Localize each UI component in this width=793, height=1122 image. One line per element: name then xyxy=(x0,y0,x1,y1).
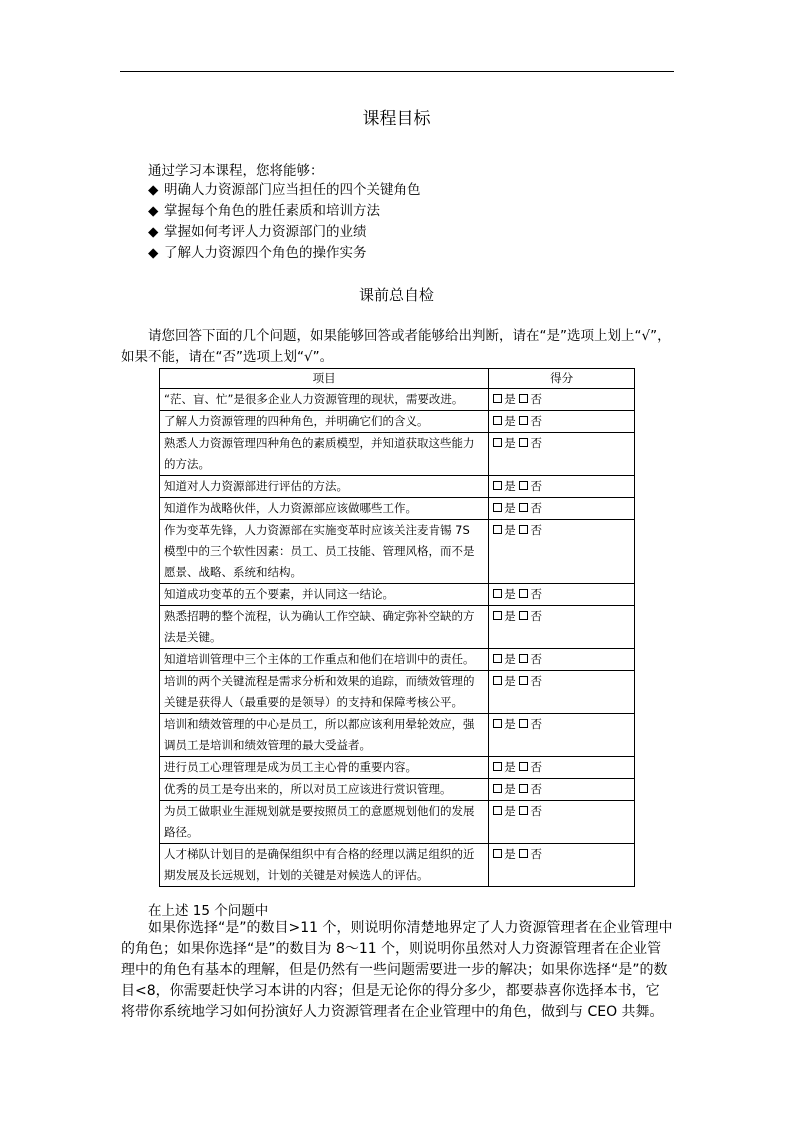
no-checkbox[interactable] xyxy=(519,503,528,512)
table-row xyxy=(160,606,635,649)
yes-checkbox[interactable] xyxy=(493,762,502,771)
no-checkbox[interactable] xyxy=(519,416,528,425)
yes-label: 是 xyxy=(504,652,516,666)
yes-label: 是 xyxy=(504,609,516,623)
yes-checkbox[interactable] xyxy=(493,784,502,793)
yes-checkbox[interactable] xyxy=(493,438,502,447)
header-rule xyxy=(120,71,674,72)
question-text: 优秀的员工是夸出来的，所以对员工应该进行赏识管理。 xyxy=(160,779,489,801)
table-row xyxy=(160,671,635,714)
table-row xyxy=(160,498,635,520)
no-label: 否 xyxy=(530,652,542,666)
question-text: 知道成功变革的五个要素，并认同这一结论。 xyxy=(160,584,489,606)
no-label: 否 xyxy=(530,479,542,493)
score-cell xyxy=(489,411,635,433)
no-label: 否 xyxy=(530,587,542,601)
section-title: 课前总自检 xyxy=(358,286,434,304)
no-checkbox[interactable] xyxy=(519,611,528,620)
yes-label: 是 xyxy=(504,414,516,428)
yes-checkbox[interactable] xyxy=(493,654,502,663)
score-cell xyxy=(489,649,635,671)
table-row xyxy=(160,779,635,801)
yes-checkbox[interactable] xyxy=(493,394,502,403)
yes-checkbox[interactable] xyxy=(493,416,502,425)
list-item: ◆ 掌握每个角色的胜任素质和培训方法 xyxy=(148,201,421,222)
score-cell xyxy=(489,584,635,606)
no-checkbox[interactable] xyxy=(519,394,528,403)
score-cell xyxy=(489,433,635,476)
score-cell xyxy=(489,844,635,887)
instructions: 请您回答下面的几个问题，如果能够回答或者能够给出判断，请在“是”选项上划上“√”，如果不能，请在“否”选项上划“√”。 xyxy=(121,328,671,365)
yes-label: 是 xyxy=(504,804,516,818)
table-row xyxy=(160,844,635,887)
table-row xyxy=(160,476,635,498)
yes-label: 是 xyxy=(504,847,516,861)
score-cell xyxy=(489,476,635,498)
page-title: 课程目标 xyxy=(362,109,431,129)
column-header-score: 得分 xyxy=(489,369,635,389)
table-header-row xyxy=(160,369,635,389)
no-checkbox[interactable] xyxy=(519,589,528,598)
no-label: 否 xyxy=(530,674,542,688)
yes-checkbox[interactable] xyxy=(493,611,502,620)
table-row xyxy=(160,801,635,844)
yes-label: 是 xyxy=(504,717,516,731)
no-label: 否 xyxy=(530,501,542,515)
question-text: 培训和绩效管理的中心是员工，所以都应该利用晕轮效应，强调员工是培训和绩效管理的最大受益者。 xyxy=(160,714,489,757)
diamond-bullet-icon: ◆ xyxy=(148,203,159,219)
table-row xyxy=(160,389,635,411)
no-checkbox[interactable] xyxy=(519,762,528,771)
score-cell xyxy=(489,714,635,757)
table-row xyxy=(160,649,635,671)
no-label: 否 xyxy=(530,392,542,406)
table-row xyxy=(160,433,635,476)
question-text: 进行员工心理管理是成为员工主心骨的重要内容。 xyxy=(160,757,489,779)
question-text: 熟悉人力资源管理四种角色的素质模型，并知道获取这些能力的方法。 xyxy=(160,433,489,476)
no-checkbox[interactable] xyxy=(519,654,528,663)
no-checkbox[interactable] xyxy=(519,676,528,685)
question-text: “茫、盲、忙”是很多企业人力资源管理的现状，需要改进。 xyxy=(160,389,489,411)
no-label: 否 xyxy=(530,782,542,796)
column-header-item: 项目 xyxy=(160,369,489,389)
summary-text: 如果你选择“是”的数目>11 个，则说明你清楚地界定了人力资源管理者在企业管理中的角色；如果你选择“是”的数目为 8～11 个，则说明你虽然对人力资源管理者在企业管理中的角色有基本的理解，但是仍然有一些问题需要进一步的解决；如果你选择“是”的数目<8，你需要赶快学习本讲的内容；但是无论你的得分多少，都要恭喜你选择本书，它将带你系统地学习如何扮演好人力资源管理者在企业管理中的角色，做到与 CEO 共舞。 xyxy=(121,920,673,1020)
yes-label: 是 xyxy=(504,436,516,450)
no-checkbox[interactable] xyxy=(519,784,528,793)
no-label: 否 xyxy=(530,760,542,774)
no-label: 否 xyxy=(530,414,542,428)
table-row xyxy=(160,714,635,757)
summary-lead: 在上述 15 个问题中 xyxy=(148,903,269,919)
table-row xyxy=(160,757,635,779)
no-label: 否 xyxy=(530,436,542,450)
list-item: ◆ 了解人力资源四个角色的操作实务 xyxy=(148,243,421,264)
yes-checkbox[interactable] xyxy=(493,849,502,858)
yes-label: 是 xyxy=(504,479,516,493)
question-text: 作为变革先锋，人力资源部在实施变革时应该关注麦肯锡 7S 模型中的三个软性因素：员工、员工技能、管理风格，而不是愿景、战略、系统和结构。 xyxy=(160,520,489,584)
no-checkbox[interactable] xyxy=(519,719,528,728)
yes-label: 是 xyxy=(504,674,516,688)
yes-label: 是 xyxy=(504,782,516,796)
score-cell xyxy=(489,606,635,649)
goals-list xyxy=(148,180,421,264)
no-label: 否 xyxy=(530,717,542,731)
yes-label: 是 xyxy=(504,392,516,406)
table-row xyxy=(160,520,635,584)
no-checkbox[interactable] xyxy=(519,481,528,490)
score-cell xyxy=(489,498,635,520)
diamond-bullet-icon: ◆ xyxy=(148,245,159,261)
diamond-bullet-icon: ◆ xyxy=(148,224,159,240)
no-label: 否 xyxy=(530,804,542,818)
no-label: 否 xyxy=(530,523,542,537)
no-label: 否 xyxy=(530,609,542,623)
no-checkbox[interactable] xyxy=(519,438,528,447)
no-label: 否 xyxy=(530,847,542,861)
table-row xyxy=(160,584,635,606)
question-text: 知道培训管理中三个主体的工作重点和他们在培训中的责任。 xyxy=(160,649,489,671)
no-checkbox[interactable] xyxy=(519,806,528,815)
question-text: 熟悉招聘的整个流程，认为确认工作空缺、确定弥补空缺的方法是关键。 xyxy=(160,606,489,649)
score-cell xyxy=(489,801,635,844)
question-text: 知道对人力资源部进行评估的方法。 xyxy=(160,476,489,498)
no-checkbox[interactable] xyxy=(519,849,528,858)
question-text: 知道作为战略伙伴，人力资源部应该做哪些工作。 xyxy=(160,498,489,520)
question-text: 了解人力资源管理的四种角色，并明确它们的含义。 xyxy=(160,411,489,433)
yes-checkbox[interactable] xyxy=(493,525,502,534)
yes-checkbox[interactable] xyxy=(493,676,502,685)
self-check-table xyxy=(159,368,635,887)
goals-intro: 通过学习本课程，您将能够： xyxy=(148,163,324,179)
yes-label: 是 xyxy=(504,587,516,601)
diamond-bullet-icon: ◆ xyxy=(148,182,159,198)
score-cell xyxy=(489,757,635,779)
yes-checkbox[interactable] xyxy=(493,481,502,490)
score-cell xyxy=(489,389,635,411)
score-cell xyxy=(489,671,635,714)
score-cell xyxy=(489,520,635,584)
yes-checkbox[interactable] xyxy=(493,806,502,815)
question-text: 人才梯队计划目的是确保组织中有合格的经理以满足组织的近期发展及长远规划，计划的关键是对候选人的评估。 xyxy=(160,844,489,887)
no-checkbox[interactable] xyxy=(519,525,528,534)
yes-checkbox[interactable] xyxy=(493,503,502,512)
question-text: 培训的两个关键流程是需求分析和效果的追踪，而绩效管理的关键是获得人（最重要的是领导）的支持和保障考核公平。 xyxy=(160,671,489,714)
score-cell xyxy=(489,779,635,801)
list-item: ◆ 掌握如何考评人力资源部门的业绩 xyxy=(148,222,421,243)
yes-checkbox[interactable] xyxy=(493,719,502,728)
table-row xyxy=(160,411,635,433)
question-text: 为员工做职业生涯规划就是要按照员工的意愿规划他们的发展路径。 xyxy=(160,801,489,844)
yes-label: 是 xyxy=(504,523,516,537)
list-item: ◆ 明确人力资源部门应当担任的四个关键角色 xyxy=(148,180,421,201)
yes-label: 是 xyxy=(504,760,516,774)
yes-label: 是 xyxy=(504,501,516,515)
yes-checkbox[interactable] xyxy=(493,589,502,598)
